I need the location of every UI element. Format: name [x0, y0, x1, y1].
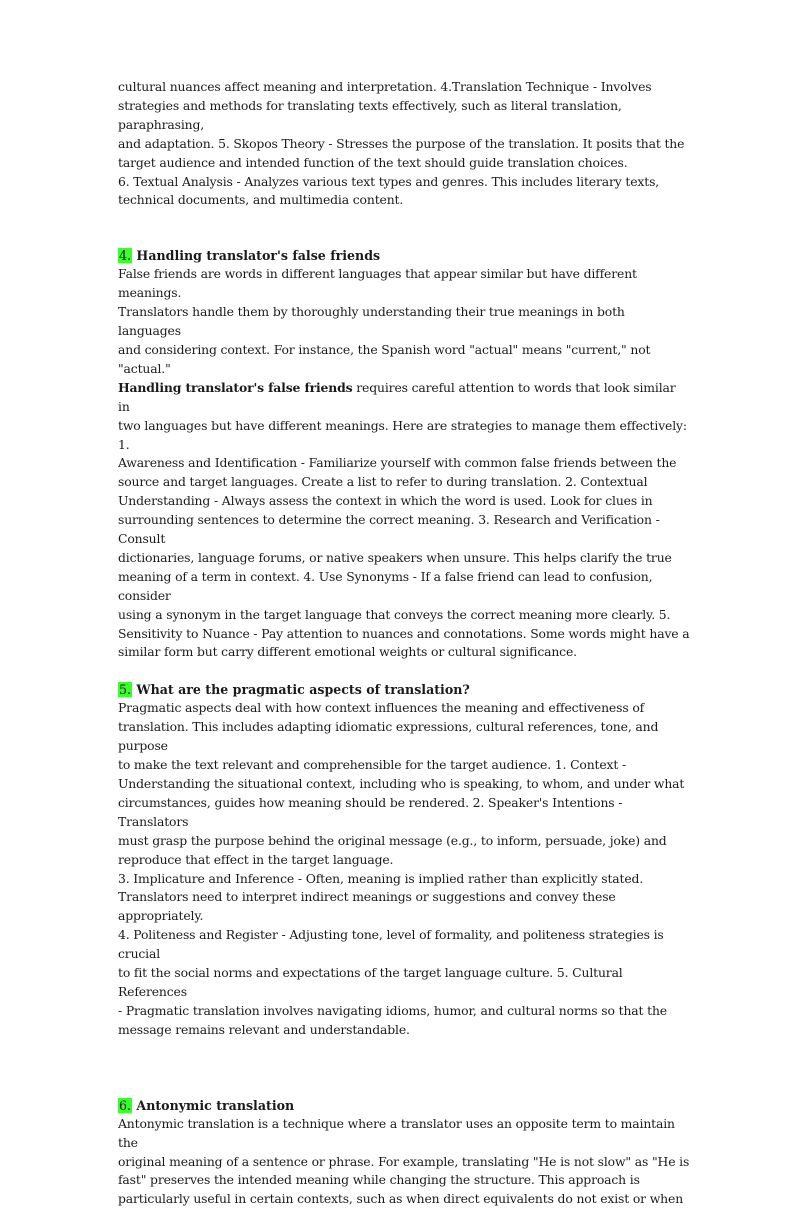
section-title: What are the pragmatic aspects of translation? — [136, 682, 470, 698]
section-title: Antonymic translation — [136, 1097, 295, 1113]
section-paragraph: Antonymic translation is a technique where a translator uses an opposite term to maintain the original meaning of a sentence or phrase. For example, translating "He is not slow" as "He is fast" preserves the intended meaning while changing the structure. This approach is particularly useful in certain contexts, such as when direct equivalents do not exist or when — [118, 1115, 690, 1207]
section-heading — [118, 680, 690, 699]
section-heading — [118, 246, 690, 265]
section-number-highlight: 6. — [119, 1097, 132, 1113]
section-paragraph-continued: requires careful attention to words that look similar in two languages but have different meanings. Here are strategies to manage them effectively: 1. Awareness and Identification - Familiarize yourself with common false friends between the source and target languages. Create a list to refer to during translation. 2. Contextual Understanding - Always assess the context in which the word is used. Look for clues in surrounding sentences to determine the correct meaning. 3. Research and Verification - Consult dictionaries, language forums, or native speakers when unsure. This helps clarify the true meaning of a term in context. 4. Use Synonyms - If a false friend can lead to confusion, consider using a synonym in the target language that conveys the correct meaning more clearly. 5. Sensitivity to Nuance - Pay attention to nuances and connotations. Some words might have a similar form but carry different emotional weights or cultural significance. — [118, 379, 690, 660]
spacer — [118, 662, 690, 680]
section-title: Handling translator's false friends — [136, 248, 381, 264]
intro-paragraph: cultural nuances affect meaning and interpretation. 4.Translation Technique - Involves strategies and methods for translating texts effectively, such as literal translation, paraphrasing, and adaptation. 5. Skopos Theory - Stresses the purpose of the translation. It posits that the target audience and intended function of the text should guide translation choices. 6. Textual Analysis - Analyzes various text types and genres. This includes literary texts, technical documents, and multimedia content. — [118, 79, 685, 208]
bold-lead: Handling translator's false friends — [118, 379, 353, 395]
section-paragraph: False friends are words in different languages that appear similar but have different meanings. Translators handle them by thoroughly understanding their true meanings in both languages and considering context. For instance, the Spanish word "actual" means "current," not "actual." — [118, 266, 651, 376]
section-antonymic-translation — [118, 1096, 690, 1209]
section-number-highlight: 5. — [119, 682, 132, 698]
section-paragraph — [118, 379, 690, 663]
spacer — [118, 1040, 690, 1096]
section-heading — [118, 1096, 690, 1115]
section-paragraph: Pragmatic aspects deal with how context influences the meaning and effectiveness of translation. This includes adapting idiomatic expressions, cultural references, tone, and purpose to make the text relevant and comprehensible for the target audience. 1. Context - Understanding the situational context, including who is speaking, to whom, and under what circumstances, guides how meaning should be rendered. 2. Speaker's Intentions - Translators must grasp the purpose behind the original message (e.g., to inform, persuade, joke) and reproduce that effect in the target language. 3. Implicature and Inference - Often, meaning is implied rather than explicitly stated. Translators need to interpret indirect meanings or suggestions and convey these appropriately. 4. Politeness and Register - Adjusting tone, level of formality, and politeness strategies is crucial to fit the social norms and expectations of the target language culture. 5. Cultural References - Pragmatic translation involves navigating idioms, humor, and cultural norms so that the message remains relevant and understandable. — [118, 700, 685, 1037]
section-number-highlight: 4. — [119, 248, 132, 264]
spacer — [118, 210, 690, 246]
section-pragmatic-aspects — [118, 680, 690, 1039]
section-false-friends — [118, 246, 690, 662]
